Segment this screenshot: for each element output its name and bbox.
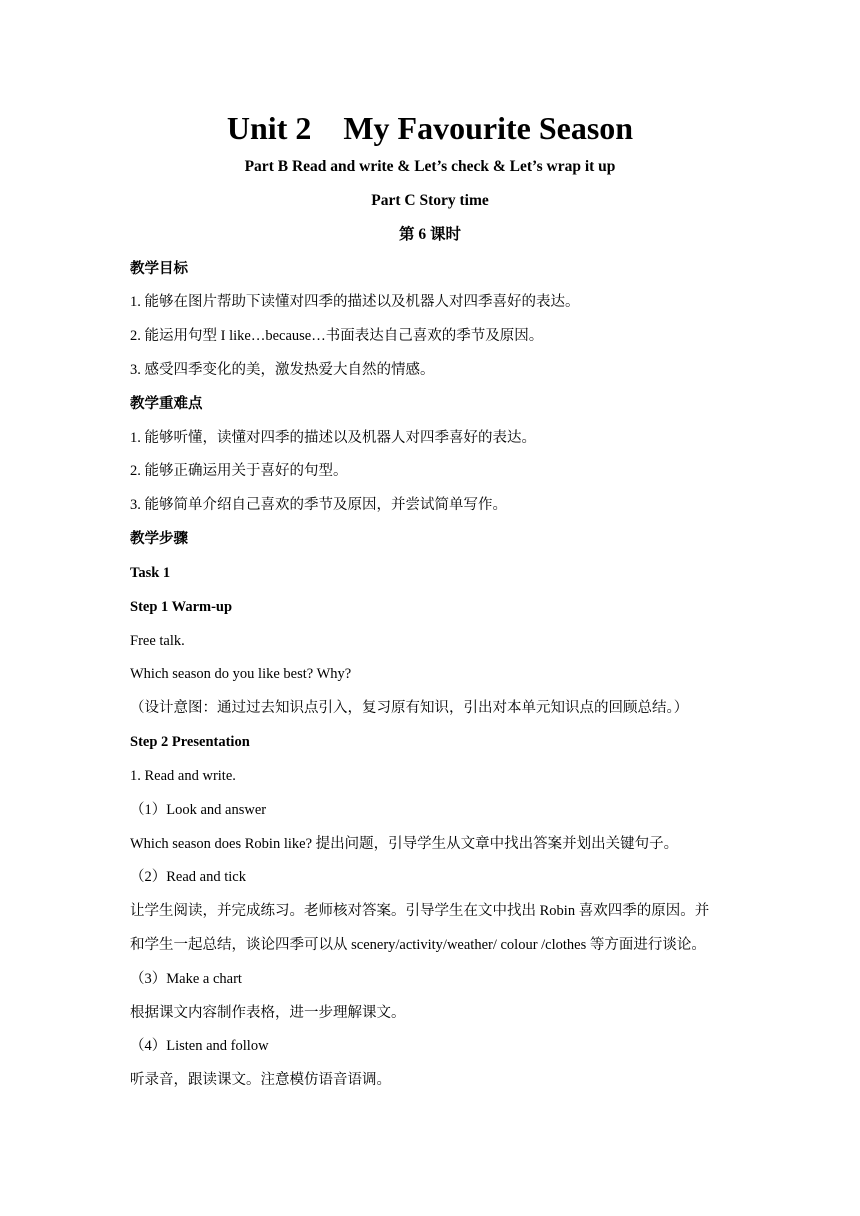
- step1-line: Which season do you like best? Why?: [130, 666, 352, 682]
- step2-line: 1. Read and write.: [130, 768, 236, 784]
- task-heading: Task 1: [130, 565, 171, 581]
- objectives-heading: 教学目标: [130, 261, 188, 277]
- step2-line: Which season does Robin like? 提出问题，引导学生从文章中找出答案并划出关键句子。: [130, 836, 679, 852]
- step2-line: 根据课文内容制作表格，进一步理解课文。: [130, 1005, 406, 1021]
- lesson-number: 第 6 课时: [398, 226, 461, 243]
- step2-line: （2）Read and tick: [130, 869, 246, 885]
- objective-item: 3. 感受四季变化的美，激发热爱大自然的情感。: [130, 362, 435, 378]
- step1-design-note: （设计意图：通过过去知识点引入，复习原有知识，引出对本单元知识点的回顾总结。）: [130, 700, 689, 716]
- step2-line: （1）Look and answer: [130, 802, 267, 818]
- step2-heading: Step 2 Presentation: [130, 734, 250, 750]
- key-points-heading: 教学重难点: [130, 396, 203, 412]
- document-subtitle-part-c: Part C Story time: [371, 192, 489, 209]
- steps-heading: 教学步骤: [130, 531, 188, 547]
- objective-item: 1. 能够在图片帮助下读懂对四季的描述以及机器人对四季喜好的表达。: [130, 294, 580, 310]
- step2-line: （3）Make a chart: [130, 971, 242, 987]
- step2-line: 和学生一起总结，谈论四季可以从 scenery/activity/weather/ colour /clothes 等方面进行谈论。: [130, 937, 706, 953]
- key-point-item: 3. 能够简单介绍自己喜欢的季节及原因，并尝试简单写作。: [130, 497, 507, 513]
- document-subtitle-part-b: Part B Read and write & Let’s check & Let’s wrap it up: [244, 158, 616, 175]
- step1-line: Free talk.: [130, 633, 185, 649]
- step2-line: 让学生阅读，并完成练习。老师核对答案。引导学生在文中找出 Robin 喜欢四季的原因。并: [130, 903, 710, 919]
- key-point-item: 1. 能够听懂，读懂对四季的描述以及机器人对四季喜好的表达。: [130, 430, 536, 446]
- objective-item: 2. 能运用句型 I like…because…书面表达自己喜欢的季节及原因。: [130, 328, 544, 344]
- step2-line: 听录音，跟读课文。注意模仿语音语调。: [130, 1072, 391, 1088]
- step2-line: （4）Listen and follow: [130, 1038, 269, 1054]
- document-title: Unit 2 My Favourite Season: [226, 110, 634, 146]
- key-point-item: 2. 能够正确运用关于喜好的句型。: [130, 463, 348, 479]
- step1-heading: Step 1 Warm-up: [130, 599, 233, 615]
